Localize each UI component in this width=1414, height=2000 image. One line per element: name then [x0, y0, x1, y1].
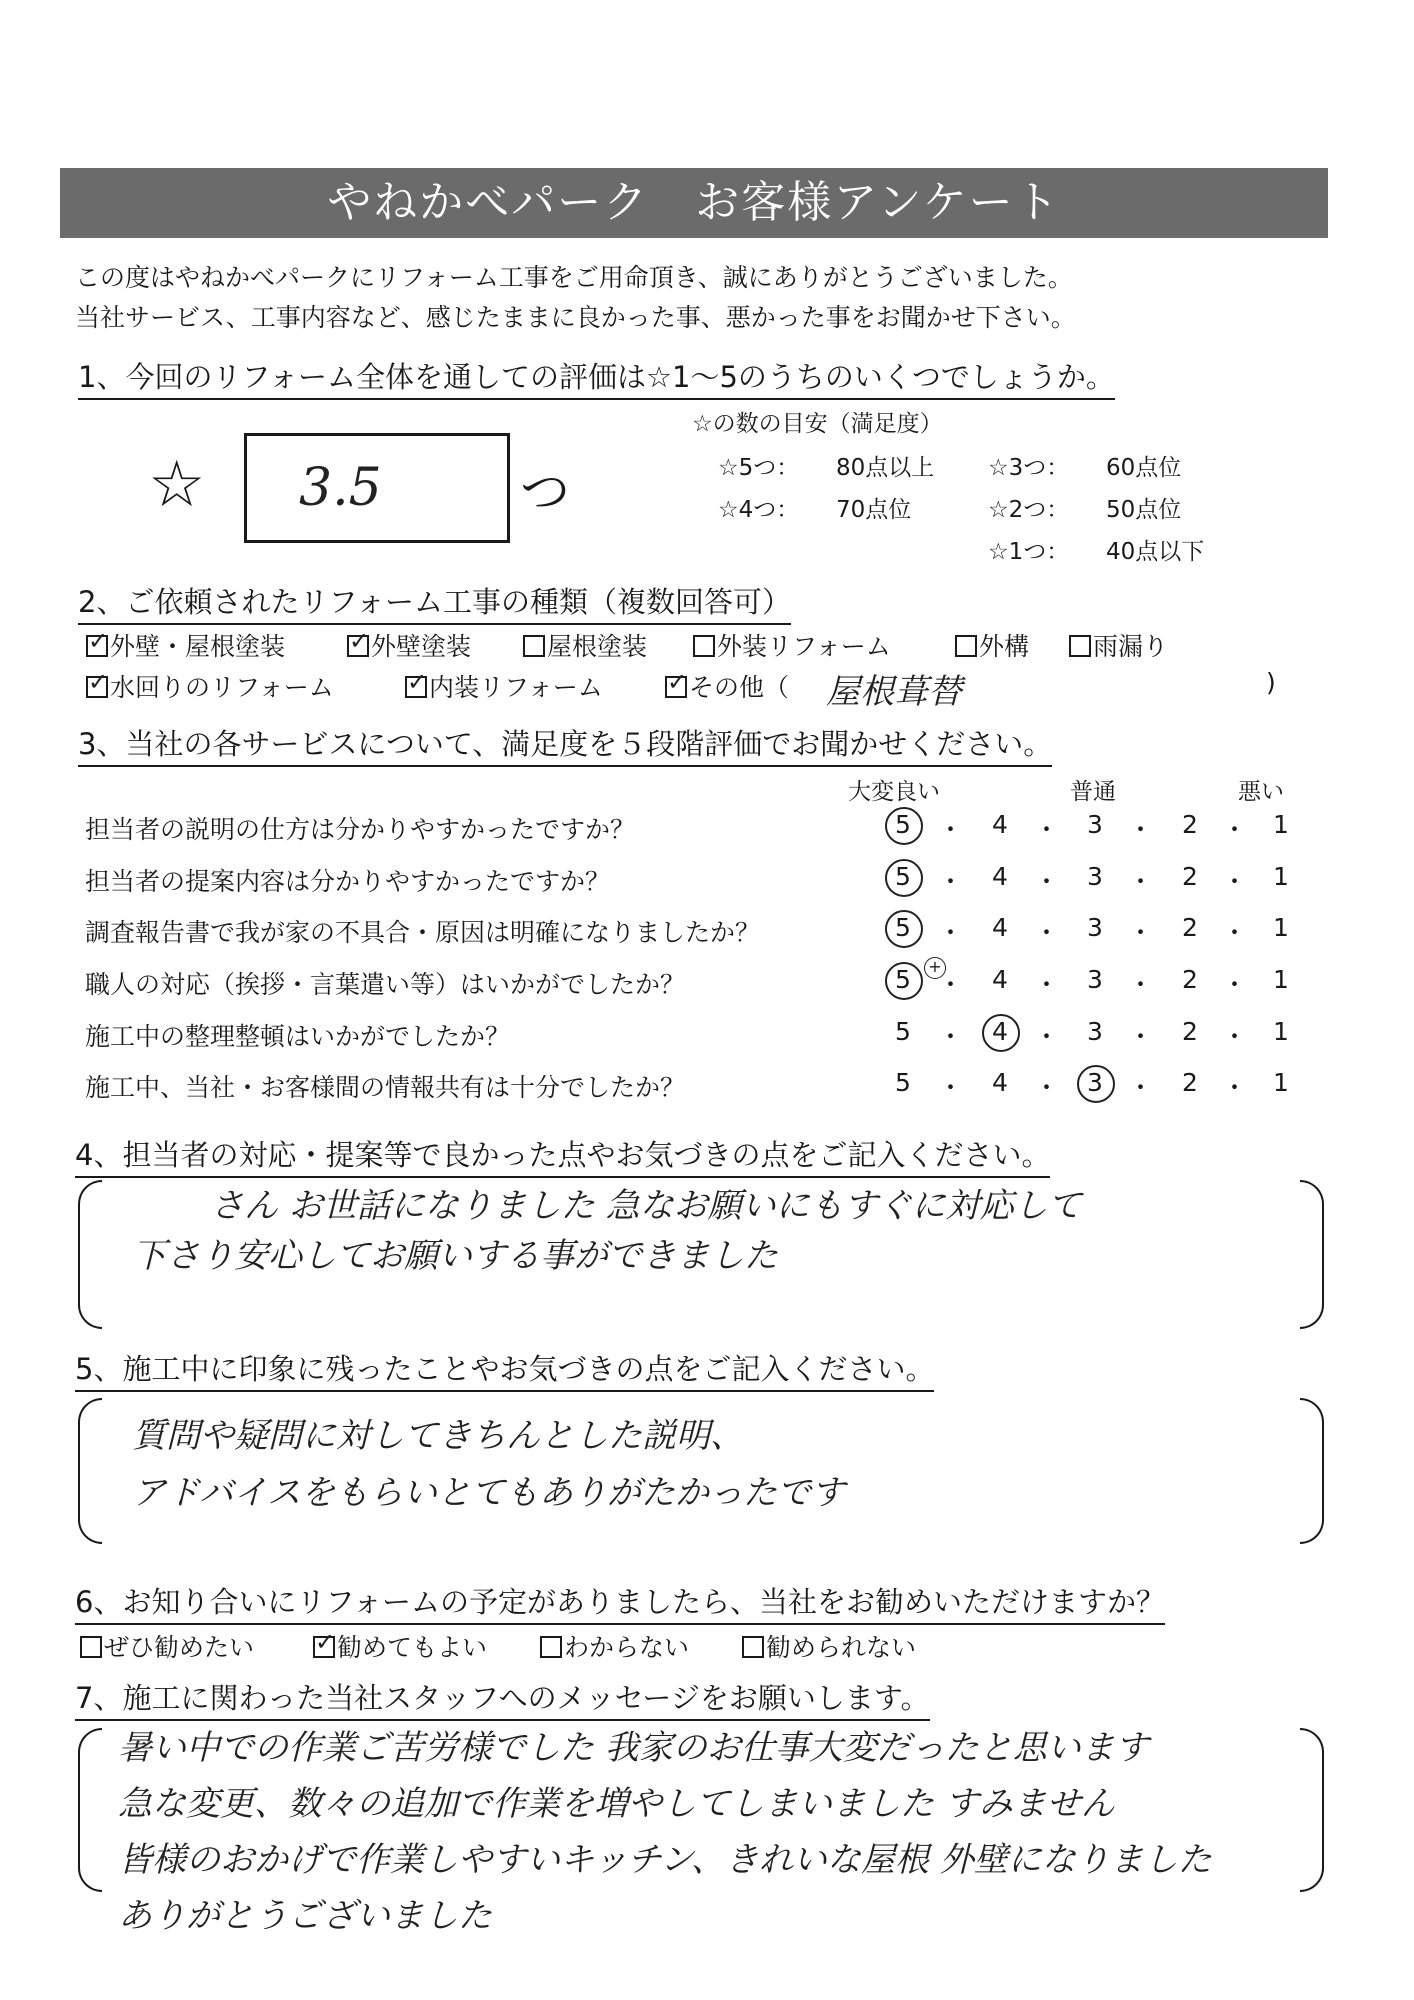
scale-label-worst: 悪い	[1238, 779, 1284, 805]
scale-separator: ・	[1222, 970, 1248, 999]
scale-separator: ・	[1034, 815, 1060, 844]
guide-value: 40点以下	[1106, 539, 1205, 565]
option-label: その他（	[689, 673, 790, 702]
rating-option-1[interactable]: 1	[1273, 862, 1289, 891]
scale-separator: ・	[938, 815, 964, 844]
other-answer: 屋根葺替	[826, 672, 962, 712]
rating-answer: 3.5	[299, 458, 382, 518]
handwritten-line: アドバイスをもらいとてもありがたかったです	[132, 1473, 845, 1513]
answer-bracket-left	[78, 1398, 102, 1544]
checkbox-icon	[313, 1636, 335, 1658]
scale-label-best: 大変良い	[848, 779, 940, 805]
guide-label: ☆2つ：	[988, 497, 1070, 523]
intro-line-1: この度はやねかべパークにリフォーム工事をご用命頂き、誠にありがとうございました。	[75, 263, 1073, 292]
q2-title: 2、ご依頼されたリフォーム工事の種類（複数回答可）	[78, 580, 791, 625]
selected-circle-icon	[885, 807, 923, 845]
scale-separator: ・	[1128, 918, 1154, 947]
guide-label: ☆5つ：	[718, 455, 800, 481]
option-label: ぜひ勧めたい	[104, 1633, 255, 1662]
handwritten-line: 質問や疑問に対してきちんとした説明、	[132, 1416, 744, 1456]
option-label: 外壁・屋根塗装	[110, 632, 286, 661]
selected-circle-icon	[885, 910, 923, 948]
answer-bracket-right	[1300, 1728, 1324, 1892]
scale-separator: ・	[1222, 918, 1248, 947]
checkbox-option[interactable]	[313, 1628, 487, 1664]
intro-line-2: 当社サービス、工事内容など、感じたままに良かった事、悪かった事をお聞かせ下さい。	[75, 303, 1076, 332]
q1-title: 1、今回のリフォーム全体を通しての評価は☆1～5のうちのいくつでしょうか。	[78, 355, 1115, 400]
q7-title: 7、施工に関わった当社スタッフへのメッセージをお願いします。	[75, 1676, 930, 1721]
option-label: 外装リフォーム	[717, 632, 891, 661]
other-close-paren: )	[1266, 668, 1276, 697]
answer-bracket-right	[1300, 1180, 1324, 1329]
scale-separator: ・	[1034, 970, 1060, 999]
checkbox-icon	[540, 1636, 562, 1658]
rating-option-2[interactable]: 2	[1182, 1068, 1198, 1097]
rating-option-2[interactable]: 2	[1182, 1017, 1198, 1046]
answer-bracket-left	[78, 1180, 102, 1329]
scale-separator: ・	[1034, 1022, 1060, 1051]
checkbox-option[interactable]	[665, 668, 789, 704]
rating-option-4[interactable]: 4	[992, 810, 1008, 839]
scale-separator: ・	[938, 918, 964, 947]
rating-question: 職人の対応（挨拶・言葉遣い等）はいかがでしたか？	[85, 970, 686, 999]
handwritten-line: ありがとうございました	[118, 1896, 492, 1936]
rating-unit: つ	[520, 463, 570, 521]
rating-option-5[interactable]: 5	[895, 965, 911, 994]
rating-option-1[interactable]: 1	[1273, 965, 1289, 994]
handwritten-line: 皆様のおかげで作業しやすいキッチン、きれいな屋根 外壁になりました	[118, 1840, 1212, 1880]
checkbox-icon	[80, 1636, 102, 1658]
scale-separator: ・	[1222, 867, 1248, 896]
checkbox-icon	[1069, 635, 1091, 657]
checkbox-option[interactable]	[80, 1628, 254, 1664]
rating-option-2[interactable]: 2	[1182, 810, 1198, 839]
guide-title: ☆の数の目安（満足度）	[692, 411, 943, 437]
checkbox-icon	[693, 635, 715, 657]
answer-bracket-right	[1300, 1398, 1324, 1544]
q3-title: 3、当社の各サービスについて、満足度を５段階評価でお聞かせください。	[78, 722, 1052, 767]
guide-value: 70点位	[836, 497, 912, 523]
rating-option-3[interactable]: 3	[1087, 810, 1103, 839]
guide-label: ☆4つ：	[718, 497, 800, 523]
rating-option-1[interactable]: 1	[1273, 1017, 1289, 1046]
rating-option-1[interactable]: 1	[1273, 810, 1289, 839]
q6-title: 6、お知り合いにリフォームの予定がありましたら、当社をお勧めいただけますか？	[75, 1580, 1165, 1625]
guide-value: 80点以上	[836, 455, 935, 481]
scale-separator: ・	[938, 970, 964, 999]
checkbox-option[interactable]	[86, 627, 285, 663]
scale-separator: ・	[1128, 1073, 1154, 1102]
rating-question: 施工中の整理整頓はいかがでしたか？	[85, 1022, 511, 1051]
scale-separator: ・	[1222, 1073, 1248, 1102]
selected-circle-icon	[982, 1014, 1020, 1052]
rating-option-2[interactable]: 2	[1182, 913, 1198, 942]
rating-option-5[interactable]: 5	[895, 1017, 911, 1046]
option-label: 勧められない	[766, 1633, 917, 1662]
selected-circle-icon	[1077, 1065, 1115, 1103]
handwritten-line: 下さり安心してお願いする事ができました	[132, 1236, 778, 1276]
checkbox-option[interactable]	[540, 1628, 689, 1664]
star-icon: ☆	[148, 448, 206, 522]
selected-circle-icon	[885, 962, 923, 1000]
rating-option-1[interactable]: 1	[1273, 913, 1289, 942]
scale-label-mid: 普通	[1070, 779, 1116, 805]
checkbox-option[interactable]	[1069, 627, 1168, 663]
rating-option-2[interactable]: 2	[1182, 862, 1198, 891]
option-label: わからない	[564, 1633, 690, 1662]
q4-title: 4、担当者の対応・提案等で良かった点やお気づきの点をご記入ください。	[75, 1133, 1050, 1178]
checkbox-option[interactable]	[347, 627, 471, 663]
rating-box[interactable]	[244, 433, 510, 543]
checkbox-icon	[405, 676, 427, 698]
rating-option-3[interactable]: 3	[1087, 862, 1103, 891]
scale-separator: ・	[1034, 867, 1060, 896]
checkbox-icon	[742, 1636, 764, 1658]
checkbox-icon	[665, 676, 687, 698]
guide-label: ☆3つ：	[988, 455, 1070, 481]
rating-option-1[interactable]: 1	[1273, 1068, 1289, 1097]
scale-separator: ・	[1034, 918, 1060, 947]
rating-option-2[interactable]: 2	[1182, 965, 1198, 994]
scale-separator: ・	[1222, 1022, 1248, 1051]
checkbox-icon	[86, 676, 108, 698]
selected-circle-icon	[885, 859, 923, 897]
handwritten-line: 急な変更、数々の追加で作業を増やしてしまいました すみません	[118, 1784, 1115, 1824]
checkbox-option[interactable]	[742, 1628, 916, 1664]
checkbox-icon	[523, 635, 545, 657]
guide-label: ☆1つ：	[988, 539, 1070, 565]
plus-note: +	[924, 957, 946, 979]
rating-option-3[interactable]: 3	[1087, 965, 1103, 994]
scale-separator: ・	[1128, 970, 1154, 999]
option-label: 内装リフォーム	[429, 673, 603, 702]
scale-separator: ・	[938, 1073, 964, 1102]
answer-bracket-left	[78, 1728, 102, 1892]
rating-question: 担当者の提案内容は分かりやすかったですか？	[85, 867, 611, 896]
handwritten-line: さん お世話になりました 急なお願いにもすぐに対応して	[210, 1186, 1082, 1226]
option-label: 勧めてもよい	[337, 1633, 488, 1662]
q5-title: 5、施工中に印象に残ったことやお気づきの点をご記入ください。	[75, 1347, 934, 1392]
rating-question: 担当者の説明の仕方は分かりやすかったですか？	[85, 815, 636, 844]
scale-separator: ・	[1128, 1022, 1154, 1051]
rating-question: 施工中、当社・お客様間の情報共有は十分でしたか？	[85, 1073, 686, 1102]
checkbox-option[interactable]	[955, 627, 1029, 663]
checkbox-icon	[86, 635, 108, 657]
option-label: 外壁塗装	[371, 632, 472, 661]
scale-separator: ・	[938, 867, 964, 896]
rating-option-5[interactable]: 5	[895, 862, 911, 891]
scale-separator: ・	[1128, 867, 1154, 896]
checkbox-option[interactable]	[693, 627, 891, 663]
option-label: 外構	[979, 632, 1030, 661]
scale-separator: ・	[938, 1022, 964, 1051]
option-label: 雨漏り	[1093, 632, 1169, 661]
rating-option-3[interactable]: 3	[1087, 913, 1103, 942]
handwritten-line: 暑い中での作業ご苦労様でした 我家のお仕事大変だったと思います	[118, 1728, 1149, 1768]
checkbox-option[interactable]	[86, 668, 334, 704]
guide-value: 60点位	[1106, 455, 1182, 481]
rating-question: 調査報告書で我が家の不具合・原因は明確になりましたか？	[85, 918, 761, 947]
rating-option-4[interactable]: 4	[992, 862, 1008, 891]
survey-title: やねかべパーク お客様アンケート	[60, 168, 1328, 238]
rating-option-4[interactable]: 4	[992, 1017, 1008, 1046]
checkbox-option[interactable]	[405, 668, 603, 704]
rating-option-5[interactable]: 5	[895, 810, 911, 839]
scale-separator: ・	[1034, 1073, 1060, 1102]
checkbox-icon	[955, 635, 977, 657]
rating-option-5[interactable]: 5	[895, 913, 911, 942]
scale-separator: ・	[1222, 815, 1248, 844]
rating-option-5[interactable]: 5	[895, 1068, 911, 1097]
guide-value: 50点位	[1106, 497, 1182, 523]
rating-option-4[interactable]: 4	[992, 1068, 1008, 1097]
checkbox-option[interactable]	[523, 627, 647, 663]
scale-separator: ・	[1128, 815, 1154, 844]
option-label: 屋根塗装	[547, 632, 648, 661]
rating-option-4[interactable]: 4	[992, 913, 1008, 942]
rating-option-4[interactable]: 4	[992, 965, 1008, 994]
rating-option-3[interactable]: 3	[1087, 1017, 1103, 1046]
checkbox-icon	[347, 635, 369, 657]
option-label: 水回りのリフォーム	[110, 673, 334, 702]
rating-option-3[interactable]: 3	[1087, 1068, 1103, 1097]
